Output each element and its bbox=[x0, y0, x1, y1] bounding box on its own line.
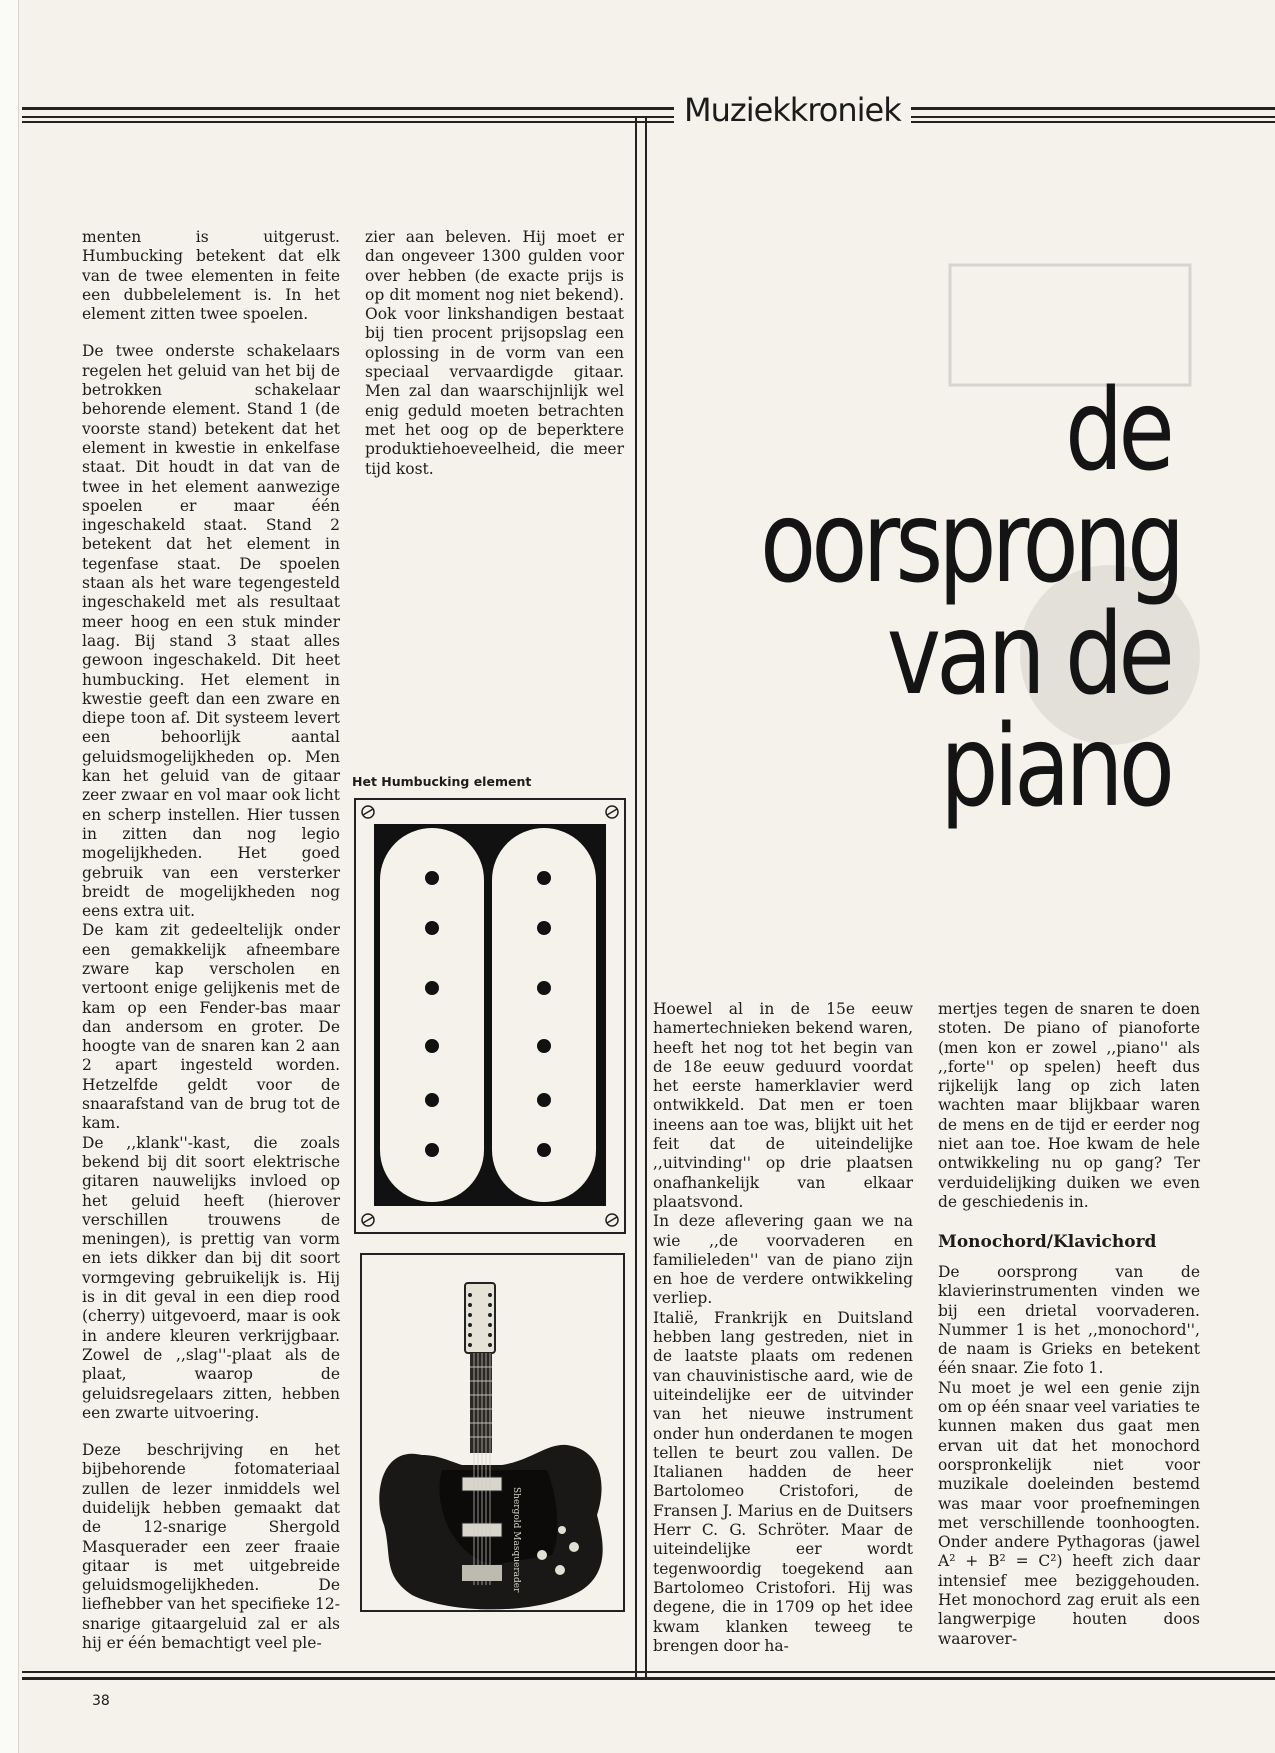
paragraph: Hoewel al in de 15e eeuw hamertechnieken bekend waren, heeft het nog tot het begin van de 18e eeuw geduurd voordat het eerste hamerklavier werd ontwikkeld. Dat men er toen ineens aan toe was, blijkt uit het feit dat de uiteindelijke ,,uitvinding'' op drie plaatsen onafhankelijk van elkaar plaatsvond. In deze aflevering gaan we na wie ,,de voorvaderen en familieleden'' van de piano zijn en hoe de verdere ontwikkeling verliep. Italië, Frankrijk en Duitsland hebben lang gestreden, niet in de laatste plaats om redenen van chauvinistische aard, wie de uiteindelijke eer de uitvinder van het nieuwe instrument onder hun onderdanen te mogen tellen te beurt zou vallen. De Italianen hadden de heer Bartolomeo Cristofori, de Fransen J. Marius en de Duitsers Herr C. G. Schröter. Maar de uiteindelijke eer wordt tegenwoordig toegekend aan Bartolomeo Cristofori. Hij was degene, die in 1709 op het idee kwam klanken teweeg te brengen door ha- bbox=[653, 1000, 913, 1655]
guitar-illustration bbox=[362, 1255, 623, 1610]
subheading: Monochord/Klavichord bbox=[938, 1232, 1157, 1252]
section-title: Muziekkroniek bbox=[674, 90, 911, 130]
top-rule-2 bbox=[22, 116, 1275, 118]
paragraph: menten is uitgerust. Humbucking betekent dat elk van de twee elementen in feite een dubbelelement is. In het element zitten twee spoelen. bbox=[82, 228, 340, 324]
guitar-photo bbox=[360, 1253, 625, 1612]
paragraph: mertjes tegen de snaren te doen stoten. De piano of pianoforte (men kon er zowel ,,piano'' als ,,forte'' op spelen) heeft dus rijkelijk lang op zich laten wachten maar blijkbaar waren de mens en de tijd er eerder nog niet aan toe. Hoe kwam de hele ontwikkeling nu op gang? Ter verduidelijking duiken we even de geschiedenis in. bbox=[938, 1000, 1200, 1211]
article-column-1 bbox=[82, 228, 340, 1653]
top-rule-3 bbox=[22, 121, 1275, 123]
guitar-logo-text: Shergold Masquerader bbox=[511, 1487, 521, 1593]
humbucking-figure bbox=[354, 798, 626, 1234]
column-divider-1 bbox=[635, 116, 637, 1678]
figure-caption: Het Humbucking element bbox=[352, 774, 532, 789]
headline-line: oorsprong bbox=[760, 478, 1181, 608]
article-column-4-top bbox=[938, 1000, 1200, 1212]
bottom-rule-1 bbox=[22, 1671, 1275, 1673]
top-rule-1 bbox=[22, 107, 1275, 110]
headline-line: piano bbox=[940, 702, 1170, 832]
bottom-rule-2 bbox=[22, 1677, 1275, 1680]
paragraph: zier aan beleven. Hij moet er dan ongeveer 1300 gulden voor over hebben (de exacte prijs is op dit moment nog niet bekend). Ook voor linkshandigen bestaat bij tien procent prijsopslag een oplossing in de vorm van een speciaal vervaardigde gitaar. Men zal dan waarschijnlijk wel enig geduld moeten betrachten met het oog op de beperktere produktiehoeveelheid, die meer tijd kost. bbox=[365, 228, 624, 478]
headline-line: van de bbox=[886, 590, 1170, 720]
article-column-4-bottom bbox=[938, 1263, 1200, 1649]
paper-edge bbox=[0, 0, 19, 1753]
humbucking-diagram bbox=[356, 800, 624, 1232]
headline-line: de bbox=[1065, 366, 1170, 496]
paragraph: De oorsprong van de klavierinstrumenten vinden we bij een drietal voorvaderen. Nummer 1 is het ,,monochord'', de naam is Grieks en betekent één snaar. Zie foto 1. Nu moet je wel een genie zijn om op één snaar veel variaties te kunnen maken dus gaat men ervan uit dat het monochord oorspronkelijk niet voor muzikale doeleinden bestemd was maar voor proefnemingen met verschillende toonhoogten. Onder andere Pythagoras (jawel A² + B² = C²) heeft zich daar intensief mee beziggehouden. Het monochord zag eruit als een langwerpige houten doos waarover- bbox=[938, 1263, 1200, 1648]
paragraph: Deze beschrijving en het bijbehorende fotomateriaal zullen de lezer inmiddels wel duidelijk hebben gemaakt dat de 12-snarige Shergold Masquerader een zeer fraaie gitaar is met uitgebreide geluidsmogelijkheden. De liefhebber van het specifieke 12-snarige gitaargeluid zal er als hij er één bemachtigt veel ple- bbox=[82, 1441, 340, 1653]
paragraph: De twee onderste schakelaars regelen het geluid van het bij de betrokken schakelaar behorende element. Stand 1 (de voorste stand) betekent dat het element in kwestie in enkelfase staat. Dit houdt in dat van de twee in het element aanwezige spoelen er maar één ingeschakeld staat. Stand 2 betekent dat het element in tegenfase staat. De spoelen staan als het ware tegengesteld ingeschakeld met als resultaat meer hoog en een stuk minder laag. Bij stand 3 staat alles gewoon ingeschakeld. Dit heet humbucking. Het element in kwestie geeft dan een zware en diepe toon af. Dit systeem levert een behoorlijk aantal geluidsmogelijkheden op. Men kan het geluid van de gitaar zeer zwaar en vol maar ook licht en scherp instellen. Hier tussen in zitten dan nog legio mogelijkheden. Het goed gebruik van een versterker breidt de mogelijkheden nog eens extra uit. De kam zit gedeeltelijk onder een gemakkelijk afneembare zware kap verscholen en vertoont enige gelijkenis met de kam op een Fender-bas maar dan andersom en groter. De hoogte van de snaren kan 2 aan 2 apart ingesteld worden. Hetzelfde geldt voor de snaarafstand van de brug tot de kam. De ,,klank''-kast, die zoals bekend bij dit soort elektrische gitaren nauwelijks invloed op het geluid heeft (hierover verschillen trouwens de meningen), is prettig van vorm en iets dikker dan bij dit soort vormgeving gebruikelijk is. Hij is in dit geval in een diep rood (cherry) uitgevoerd, maar is ook in andere kleuren verkrijgbaar. Zowel de ,,slag''-plaat als de plaat, waarop de geluidsregelaars zitten, hebben een zwarte uitvoering. bbox=[82, 342, 340, 1422]
page-number: 38 bbox=[92, 1693, 110, 1709]
article-headline bbox=[760, 366, 1181, 832]
column-divider-2 bbox=[645, 116, 647, 1678]
article-column-2 bbox=[365, 228, 624, 479]
article-column-3 bbox=[653, 1000, 913, 1656]
